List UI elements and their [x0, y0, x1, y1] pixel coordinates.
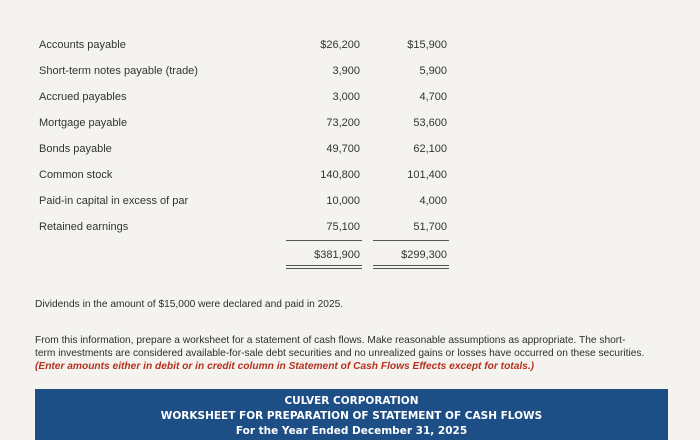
instructions-emphasis: (Enter amounts either in debit or in credit column in Statement of Cash Flows Effects except for totals.) [35, 361, 535, 372]
value-2024: $15,900 [407, 39, 447, 51]
value-2024: 4,000 [419, 195, 447, 207]
table-row [0, 111, 700, 137]
value-2024: 101,400 [407, 169, 447, 181]
value-2025: 73,200 [326, 117, 360, 129]
worksheet-header [35, 389, 668, 440]
row-label: Accrued payables [39, 91, 127, 103]
row-label: Retained earnings [39, 221, 129, 233]
value-2024: 51,700 [413, 221, 447, 233]
value-2025: $26,200 [320, 39, 360, 51]
total-double-rule-2024-a [373, 265, 449, 266]
total-2025: $381,900 [314, 249, 360, 261]
row-label: Bonds payable [39, 143, 112, 155]
value-2024: 4,700 [419, 91, 447, 103]
total-double-rule-2024-b [373, 268, 449, 269]
value-2025: 140,800 [320, 169, 360, 181]
table-row [0, 59, 700, 85]
row-label: Common stock [39, 169, 113, 181]
company-name: CULVER CORPORATION [284, 395, 419, 407]
total-double-rule-2025-a [286, 265, 362, 266]
table-row [0, 137, 700, 163]
subtotal-rule-2025 [286, 240, 362, 241]
worksheet-period: For the Year Ended December 31, 2025 [235, 425, 468, 437]
row-label: Paid-in capital in excess of par [39, 195, 189, 207]
value-2025: 10,000 [326, 195, 360, 207]
instructions [35, 334, 675, 373]
instructions-line-2: term investments are considered available-for-sale debt securities and no unrealized gains or losses have occurred on these securities. [35, 348, 645, 359]
value-2024: 62,100 [413, 143, 447, 155]
table-row [0, 85, 700, 111]
table-row [0, 189, 700, 215]
value-2025: 3,900 [332, 65, 360, 77]
table-row [0, 215, 700, 241]
worksheet-title: WORKSHEET FOR PREPARATION OF STATEMENT OF CASH FLOWS [160, 410, 543, 422]
value-2025: 3,000 [332, 91, 360, 103]
row-label: Accounts payable [39, 39, 126, 51]
total-double-rule-2025-b [286, 268, 362, 269]
value-2025: 49,700 [326, 143, 360, 155]
value-2024: 5,900 [419, 65, 447, 77]
table-row [0, 163, 700, 189]
instructions-line-1: From this information, prepare a worksheet for a statement of cash flows. Make reasonable assumptions as appropriate. The short- [35, 335, 626, 346]
value-2025: 75,100 [326, 221, 360, 233]
value-2024: 53,600 [413, 117, 447, 129]
dividends-note: Dividends in the amount of $15,000 were declared and paid in 2025. [35, 299, 344, 310]
row-label: Short-term notes payable (trade) [39, 65, 198, 77]
subtotal-rule-2024 [373, 240, 449, 241]
total-2024: $299,300 [401, 249, 447, 261]
row-label: Mortgage payable [39, 117, 128, 129]
table-row [0, 33, 700, 59]
